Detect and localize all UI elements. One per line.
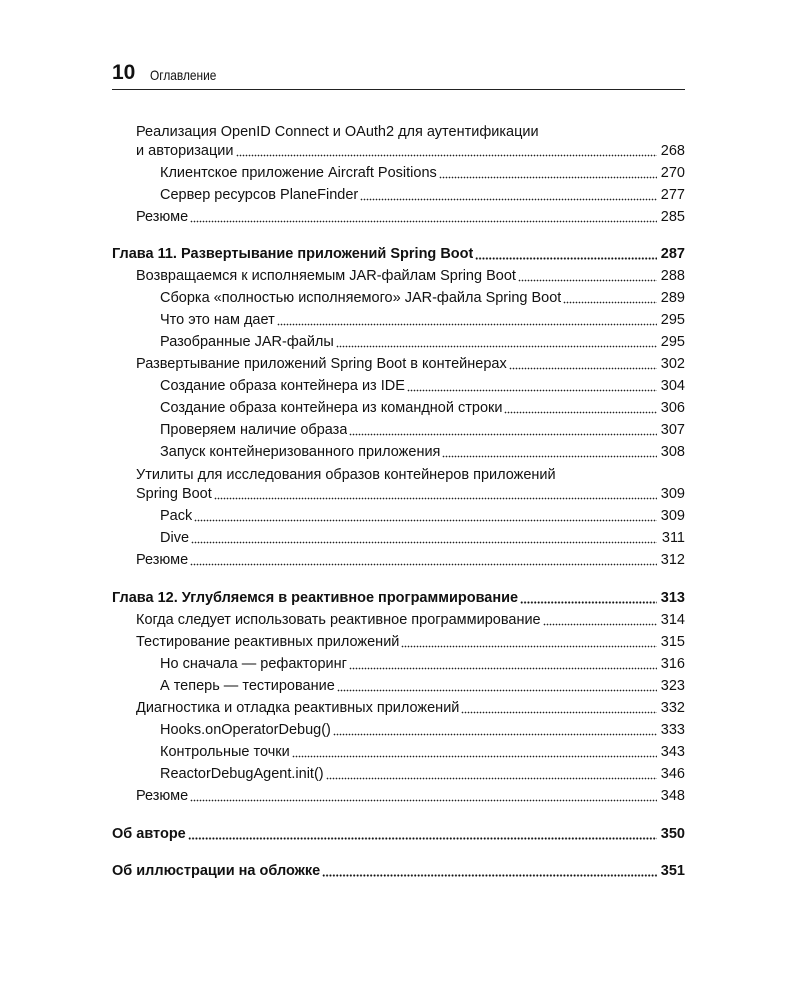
toc-entry-page: 309 (660, 508, 685, 524)
dot-leader (277, 314, 657, 326)
dot-leader (190, 554, 657, 566)
toc-entry-full-jar (160, 285, 685, 307)
toc-entry-testing-reactive (136, 629, 685, 651)
toc-entry-page: 351 (660, 863, 685, 879)
toc-entry-title: Dive (160, 530, 190, 546)
toc-entry-when-reactive (136, 607, 685, 629)
dot-leader (188, 828, 657, 840)
toc-entry-diagnostics (136, 695, 685, 717)
toc-entry-jar-files (136, 263, 685, 285)
toc-entry-page: 332 (660, 700, 685, 716)
toc-entry-summary-ch10 (136, 204, 685, 226)
toc-entry-page: 348 (660, 788, 685, 804)
toc-entry-title: Hooks.onOperatorDebug() (160, 722, 331, 738)
toc-entry-page: 309 (660, 486, 685, 502)
toc-entry-page: 308 (660, 444, 685, 460)
toc-entry-openid-line1: Реализация OpenID Connect и OAuth2 для аутентификации (136, 124, 539, 140)
toc-entry-what-gives (160, 307, 685, 329)
toc-entry-page: 306 (660, 400, 685, 416)
toc-chapter-11 (112, 241, 685, 263)
toc-entry-refactoring (160, 651, 685, 673)
toc-entry-title: и авторизации (136, 143, 234, 159)
toc-entry-title: Резюме (136, 209, 189, 225)
toc-entry-page: 323 (660, 678, 685, 694)
toc-entry-image-ide (160, 373, 685, 395)
toc-entry-utilities-line1: Утилиты для исследования образов контейнеров приложений (136, 467, 556, 483)
toc-entry-page: 304 (660, 378, 685, 394)
toc-entry-title: Тестирование реактивных приложений (136, 634, 400, 650)
toc-entry-page: 314 (660, 612, 685, 628)
dot-leader (504, 402, 657, 414)
toc-entry-page: 350 (660, 826, 685, 842)
toc-entry-title: Разобранные JAR-файлы (160, 334, 334, 350)
dot-leader (349, 424, 657, 436)
toc-entry-page: 343 (660, 744, 685, 760)
toc-entry-title: ReactorDebugAgent.init() (160, 766, 324, 782)
toc-entry-debug-agent (160, 761, 685, 783)
toc-entry-title: Глава 12. Углубляемся в реактивное программирование (112, 590, 519, 606)
toc-entry-page: 346 (660, 766, 685, 782)
toc-entry-title: Запуск контейнеризованного приложения (160, 444, 441, 460)
dot-leader (360, 189, 657, 201)
dot-leader (461, 702, 657, 714)
toc-entry-summary-ch12 (136, 783, 685, 805)
toc-entry-title: Проверяем наличие образа (160, 422, 348, 438)
toc-entry-title: Диагностика и отладка реактивных приложений (136, 700, 460, 716)
toc-entry-utilities (136, 481, 685, 503)
toc-entry-page: 295 (660, 334, 685, 350)
dot-leader (509, 358, 657, 370)
toc-entry-title: Резюме (136, 788, 189, 804)
toc-entry-page: 270 (660, 165, 685, 181)
toc-entry-title: Об авторе (112, 826, 186, 842)
toc-entry-check-image (160, 417, 685, 439)
toc-entry-containers (136, 351, 685, 373)
dot-leader (518, 270, 657, 282)
toc-entry-title: Что это нам дает (160, 312, 275, 328)
toc-entry-checkpoints (160, 739, 685, 761)
toc-entry-dive (160, 525, 685, 547)
dot-leader (292, 746, 657, 758)
toc-entry-hooks (160, 717, 685, 739)
toc-entry-pack (160, 503, 685, 525)
dot-leader (442, 446, 657, 458)
toc-entry-page: 316 (660, 656, 685, 672)
toc-entry-testing (160, 673, 685, 695)
toc-entry-planefinder (160, 182, 685, 204)
toc-entry-title: Глава 11. Развертывание приложений Spring Boot (112, 246, 474, 262)
toc-entry-title: Резюме (136, 552, 189, 568)
dot-leader (337, 680, 657, 692)
toc-entry-page: 288 (660, 268, 685, 284)
dot-leader (401, 636, 657, 648)
toc-entry-title: Возвращаемся к исполняемым JAR-файлам Spring Boot (136, 268, 516, 284)
dot-leader (349, 658, 657, 670)
toc-entry-page: 333 (660, 722, 685, 738)
dot-leader (236, 145, 658, 157)
running-title: Оглавление (150, 67, 217, 83)
toc-about-cover (112, 858, 685, 880)
toc-entry-page: 315 (660, 634, 685, 650)
dot-leader (190, 790, 657, 802)
dot-leader (191, 532, 657, 544)
toc-entry-title: Pack (160, 508, 193, 524)
toc-entry-run-container (160, 439, 685, 461)
toc-entry-page: 268 (660, 143, 685, 159)
toc-entry-page: 287 (660, 246, 685, 262)
toc-entry-title: Создание образа контейнера из командной строки (160, 400, 503, 416)
page-number: 10 (112, 61, 136, 84)
toc-entry-title: Сборка «полностью исполняемого» JAR-файла Spring Boot (160, 290, 562, 306)
dot-leader (322, 865, 657, 877)
toc-entry-title: Когда следует использовать реактивное программирование (136, 612, 541, 628)
toc-entry-title: А теперь — тестирование (160, 678, 335, 694)
dot-leader (563, 292, 657, 304)
dot-leader (194, 510, 657, 522)
toc-entry-page: 289 (660, 290, 685, 306)
dot-leader (190, 211, 657, 223)
toc-entry-page: 313 (660, 590, 685, 606)
toc-about-author (112, 821, 685, 843)
toc-entry-openid (136, 138, 685, 160)
toc-entry-title: Клиентское приложение Aircraft Positions (160, 165, 437, 181)
toc-chapter-12 (112, 585, 685, 607)
toc-entry-title: Создание образа контейнера из IDE (160, 378, 405, 394)
dot-leader (475, 248, 657, 260)
toc-entry-image-cli (160, 395, 685, 417)
toc-entry-summary-ch11 (136, 547, 685, 569)
dot-leader (407, 380, 657, 392)
toc-entry-page: 295 (660, 312, 685, 328)
toc-entry-page: 277 (660, 187, 685, 203)
toc-entry-aircraft-positions (160, 160, 685, 182)
toc-entry-title: Сервер ресурсов PlaneFinder (160, 187, 359, 203)
toc-entry-title: Контрольные точки (160, 744, 290, 760)
toc-entry-page: 285 (660, 209, 685, 225)
dot-leader (520, 592, 657, 604)
dot-leader (439, 167, 657, 179)
dot-leader (214, 488, 657, 500)
toc-entry-page: 307 (660, 422, 685, 438)
dot-leader (336, 336, 657, 348)
dot-leader (326, 768, 657, 780)
toc-entry-page: 312 (660, 552, 685, 568)
dot-leader (543, 614, 657, 626)
dot-leader (333, 724, 657, 736)
toc-entry-title: Но сначала — рефакторинг (160, 656, 347, 672)
toc-entry-page: 302 (660, 356, 685, 372)
toc-entry-title: Развертывание приложений Spring Boot в контейнерах (136, 356, 507, 372)
toc-entry-unpacked-jar (160, 329, 685, 351)
toc-entry-title: Об иллюстрации на обложке (112, 863, 321, 879)
toc-entry-title: Spring Boot (136, 486, 212, 502)
toc-entry-page: 311 (661, 530, 685, 546)
